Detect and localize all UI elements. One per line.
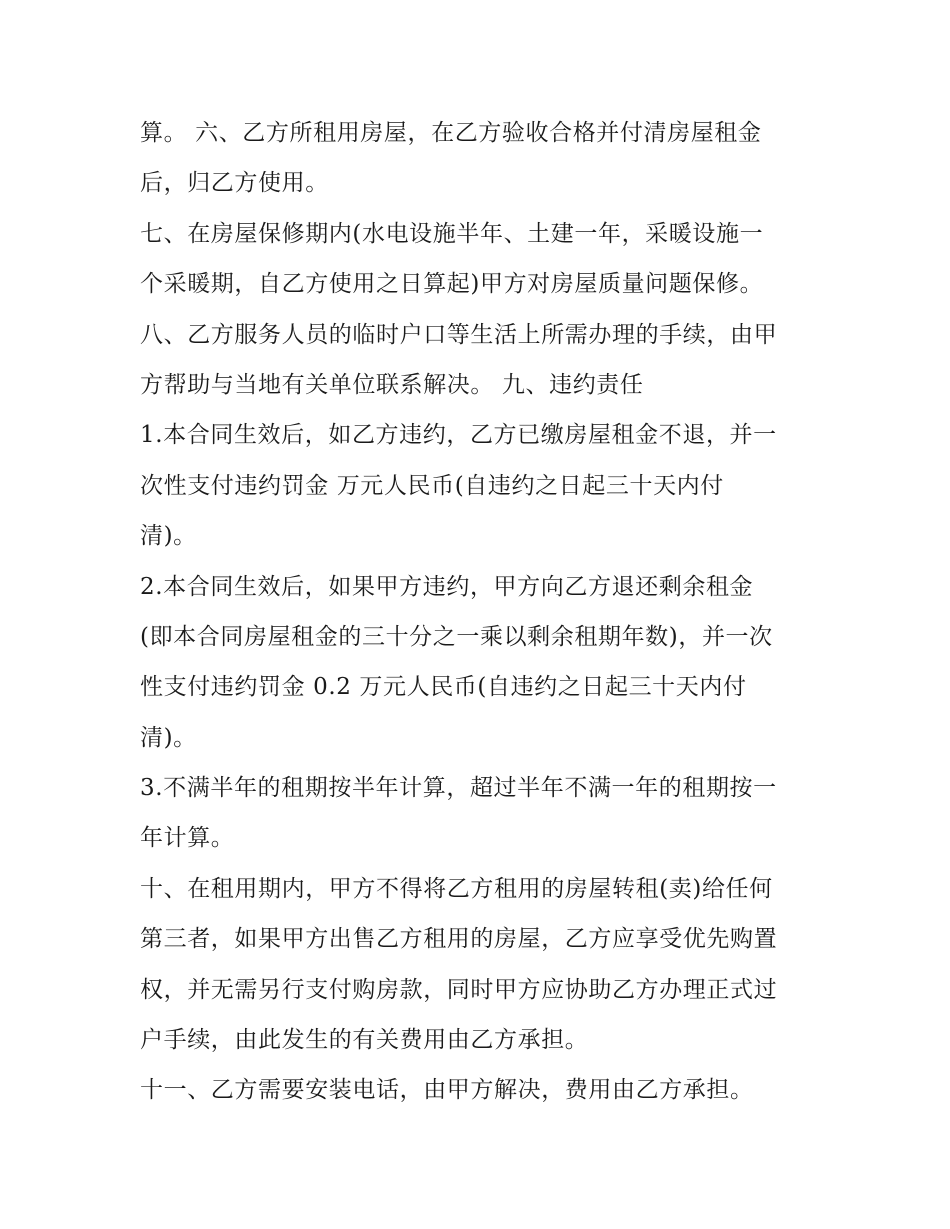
text-line: 七、在房屋保修期内(水电设施半年、土建一年，采暖设施一 bbox=[140, 220, 764, 247]
text-line: 户手续，由此发生的有关费用由乙方承担。 bbox=[140, 1027, 589, 1054]
contract-text bbox=[140, 108, 820, 1116]
text-line: 八、乙方服务人员的临时户口等生活上所需办理的手续，由甲 bbox=[140, 321, 778, 348]
text-line: 后，归乙方使用。 bbox=[140, 170, 329, 197]
text-line: 清)。 bbox=[140, 724, 197, 751]
text-line: 十、在租用期内，甲方不得将乙方租用的房屋转租(卖)给任何 bbox=[140, 875, 773, 902]
text-line: 性支付违约罚金 0.2 万元人民币(自违约之日起三十天内付 bbox=[140, 674, 747, 701]
text-line: 方帮助与当地有关单位联系解决。 九、违约责任 bbox=[140, 371, 644, 398]
text-line: 清)。 bbox=[140, 523, 197, 550]
text-line: 第三者，如果甲方出售乙方租用的房屋，乙方应享受优先购置 bbox=[140, 926, 778, 953]
text-line: (即本合同房屋租金的三十分之一乘以剩余租期年数)，并一次 bbox=[140, 623, 773, 650]
text-line: 年计算。 bbox=[140, 825, 235, 852]
text-line: 个采暖期，自乙方使用之日算起)甲方对房屋质量问题保修。 bbox=[140, 271, 764, 298]
text-line: 3.不满半年的租期按半年计算，超过半年不满一年的租期按一 bbox=[140, 775, 777, 802]
text-line: 1.本合同生效后，如乙方违约，乙方已缴房屋租金不退，并一 bbox=[140, 422, 777, 449]
text-line: 十一、乙方需要安装电话，由甲方解决，费用由乙方承担。 bbox=[140, 1077, 754, 1104]
text-line: 2.本合同生效后，如果甲方违约，甲方向乙方退还剩余租金 bbox=[140, 573, 754, 600]
text-line: 次性支付违约罚金 万元人民币(自违约之日起三十天内付 bbox=[140, 472, 724, 499]
text-line: 权，并无需另行支付购房款，同时甲方应协助乙方办理正式过 bbox=[140, 976, 778, 1003]
text-line: 算。 六、乙方所租用房屋，在乙方验收合格并付清房屋租金 bbox=[140, 120, 762, 146]
